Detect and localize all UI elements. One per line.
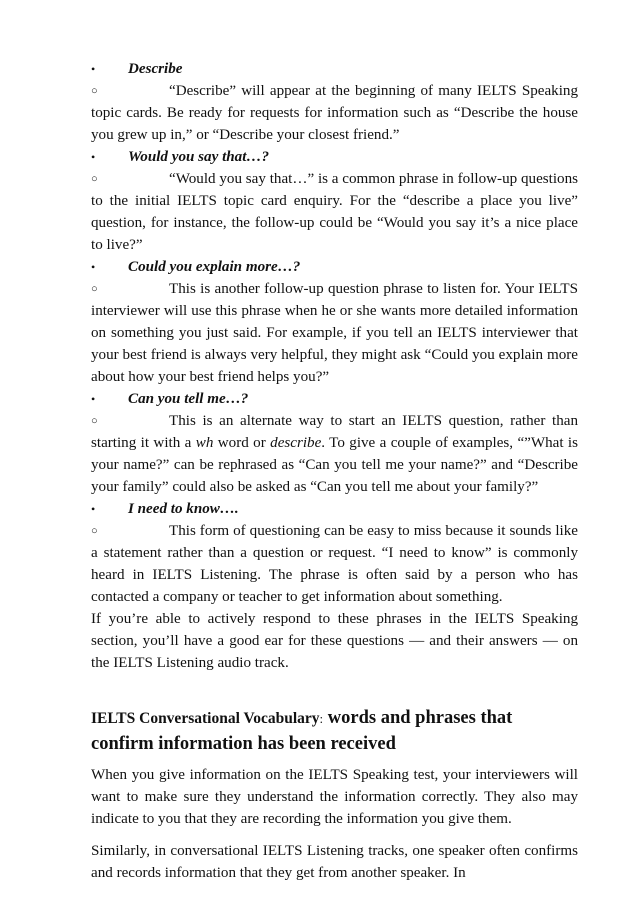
document-page — [91, 58, 578, 884]
heading-part-1: IELTS Conversational Vocabulary — [91, 710, 320, 727]
bullet-description — [91, 168, 578, 256]
sub-bullet-marker: ○ — [91, 85, 98, 97]
description-text: This is an alternate way to start an IELTS question, rather than starting it with a — [91, 413, 578, 451]
body-paragraph: When you give information on the IELTS Speaking test, your interviewers will want to make sure they understand the information correctly. They also may indicate to you that they are recording the information you give them. — [91, 767, 578, 827]
bullet-title: Could you explain more…? — [128, 259, 301, 275]
bullet-item — [91, 146, 578, 168]
emphasis-text: describe — [270, 435, 322, 451]
description-text: “Describe” will appear at the beginning of many IELTS Speaking topic cards. Be ready for requests for information such as “Describe the house you grew up in,” or “Describe your closest friend.” — [91, 83, 578, 143]
bullet-item — [91, 388, 578, 410]
bullet-marker: • — [91, 260, 96, 274]
closing-paragraph: If you’re able to actively respond to these phrases in the IELTS Speaking section, you’ll have a good ear for these questions — and their answers — on the IELTS Listening audio track. — [91, 611, 578, 671]
bullet-title: Would you say that…? — [128, 149, 270, 165]
bullet-title: Can you tell me…? — [128, 391, 249, 407]
body-paragraph: Similarly, in conversational IELTS Listening tracks, one speaker often confirms and records information that they get from another speaker. In — [91, 843, 578, 881]
bullet-marker: • — [91, 150, 96, 164]
sub-bullet-marker: ○ — [91, 283, 98, 295]
heading-colon: : — [319, 711, 324, 726]
bullet-marker: • — [91, 392, 96, 406]
section-heading — [91, 706, 578, 758]
bullet-marker: • — [91, 502, 96, 516]
description-text: . To give a couple of examples, “”What is your name?” can be rephrased as “Can you tell me your name?” and “Describe your family” could also be asked as “Can you tell me about your family?” — [91, 435, 578, 495]
bullet-description — [91, 520, 578, 608]
description-text: “Would you say that…” is a common phrase in follow-up questions to the initial IELTS topic card enquiry. For the “describe a place you live” question, for instance, the follow-up could be “Would you say it’s a nice place to live?” — [91, 171, 578, 253]
bullet-item — [91, 256, 578, 278]
sub-bullet-marker: ○ — [91, 173, 98, 185]
bullet-description — [91, 278, 578, 388]
bullet-description — [91, 410, 578, 498]
sub-bullet-marker: ○ — [91, 415, 98, 427]
bullet-title: I need to know…. — [128, 501, 239, 517]
heading-part-2: words and phrases that confirm information has been received — [91, 708, 513, 754]
description-text: word or — [213, 435, 271, 451]
description-text: This is another follow-up question phrase to listen for. Your IELTS interviewer will use this phrase when he or she wants more detailed information on something you just said. For example, if you tell an IELTS interviewer that your best friend is always very helpful, they might ask “Could you explain more about how your best friend helps you?” — [91, 281, 578, 385]
bullet-item — [91, 58, 578, 80]
bullet-marker: • — [91, 62, 96, 76]
bullet-title: Describe — [128, 61, 183, 77]
emphasis-text: wh — [195, 435, 214, 451]
sub-bullet-marker: ○ — [91, 525, 98, 537]
bullet-item — [91, 498, 578, 520]
bullet-description — [91, 80, 578, 146]
description-text: This form of questioning can be easy to miss because it sounds like a statement rather than a question or request. “I need to know” is commonly heard in IELTS Listening. The phrase is often said by a person who has contacted a company or teacher to get information about something. — [91, 523, 578, 605]
